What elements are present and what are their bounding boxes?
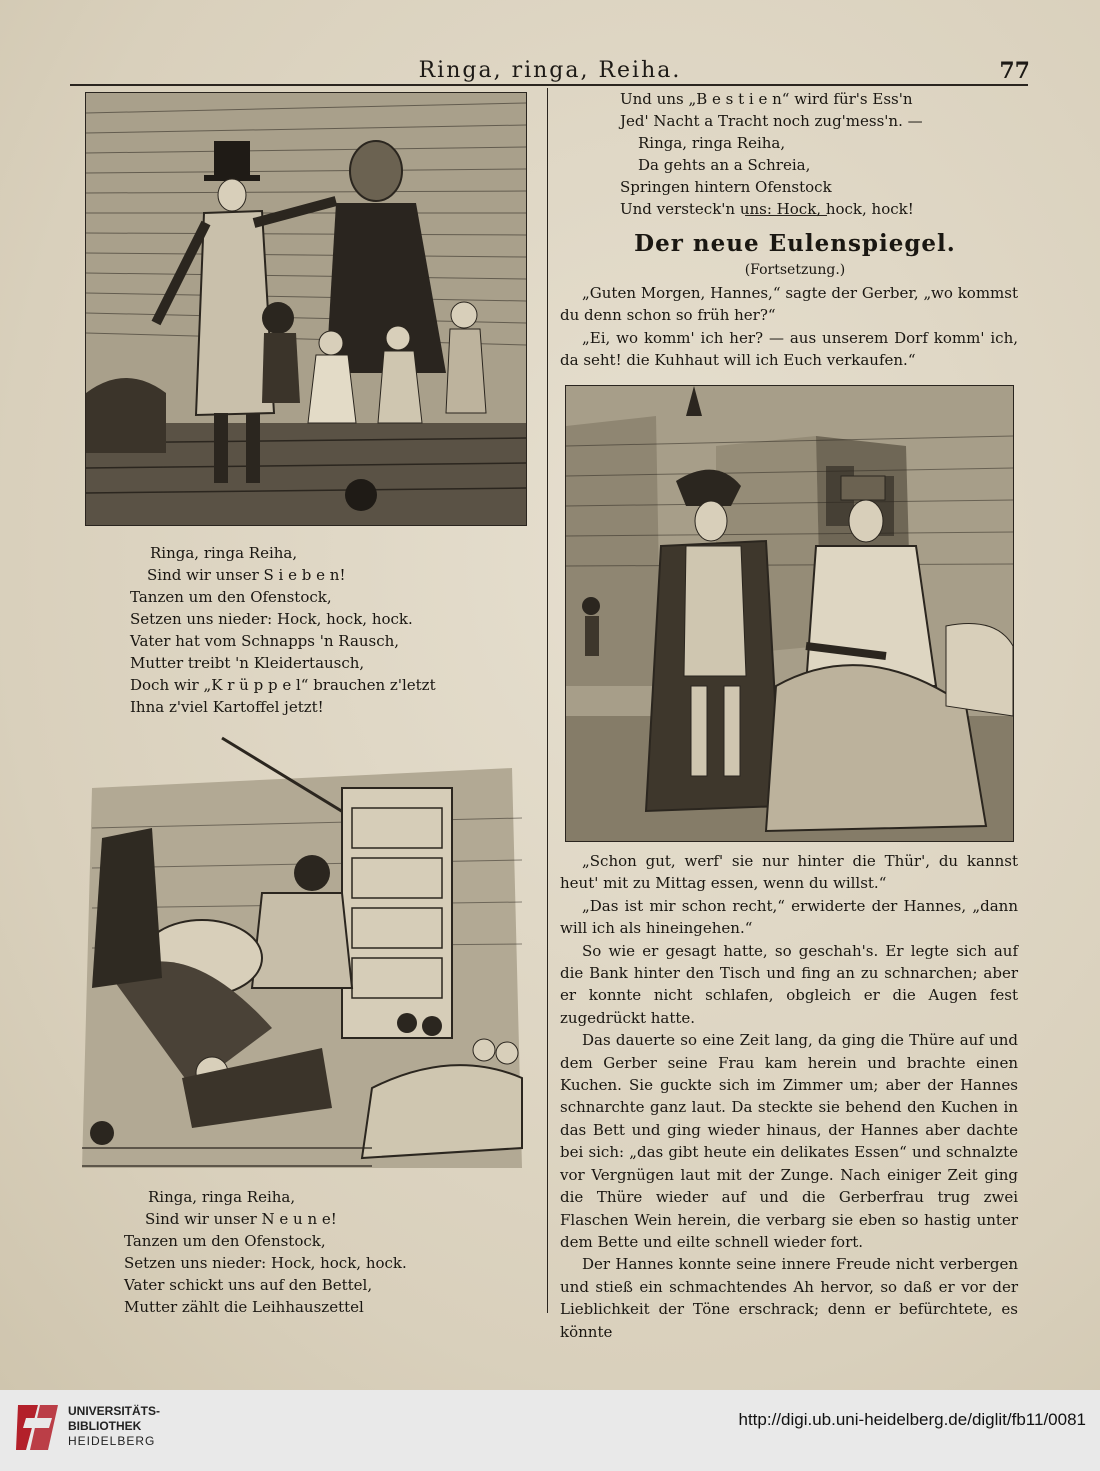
source-url[interactable]: http://digi.ub.uni-heidelberg.de/diglit/fb11/0081 [738, 1410, 1086, 1429]
section-title: Der neue Eulenspiegel. [634, 230, 956, 257]
verse-line: Setzen uns nieder: Hock, hock, hock. [130, 610, 413, 628]
paragraph: „Ei, wo komm' ich her? — aus unserem Dorf komm' ich, da seht! die Kuhhaut will ich Euch verkaufen.“ [560, 328, 1018, 370]
verse-line: Setzen uns nieder: Hock, hock, hock. [124, 1254, 407, 1272]
header-rule [70, 84, 1028, 86]
verse-line: Ringa, ringa Reiha, [638, 134, 786, 152]
story-text-top [560, 282, 1018, 372]
viewer-footer [0, 1390, 1100, 1471]
verse-line: Ringa, ringa Reiha, [148, 1188, 296, 1206]
paragraph: „Das ist mir schon recht,“ erwiderte der Hannes, „dann will ich als hineingehen.“ [560, 896, 1018, 938]
library-line: HEIDELBERG [68, 1434, 156, 1448]
verse-line: Und uns „B e s t i e n“ wird für's Ess'n [620, 90, 913, 108]
verse-seven [100, 542, 540, 718]
library-name [68, 1404, 160, 1449]
illustration-family-dance [85, 92, 527, 526]
paragraph: Das dauerte so eine Zeit lang, da ging die Thüre auf und dem Gerber seine Frau kam herein und brachte einen Kuchen. Sie guckte sich im Zimmer um; aber der Hannes schnarchte ganz laut. Da steckte sie behend den Kuchen in das Bett und ging wieder hinaus, der Hannes aber dachte bei sich: „das gibt heute ein delikates Essen“ und schnalzte vor Vergnügen laut mit der Zunge. Nach einiger Zeit ging die Thüre wieder auf und die Gerberfrau trug zwei Flaschen Wein herein, die verbarg sie eben so hastig unter dem Bette und eilte schnell wieder fort. [560, 1031, 1018, 1251]
university-logo-icon [12, 1400, 62, 1455]
verse-line: Tanzen um den Ofenstock, [130, 588, 332, 606]
story-text-bottom [560, 850, 1018, 1343]
paragraph: So wie er gesagt hatte, so geschah's. Er legte sich auf die Bank hinter den Tisch und fing an zu schnarchen; aber er konnte nicht schlafen, obgleich er die Augen fest zugedrückt hatte. [560, 941, 1018, 1027]
library-line: UNIVERSITÄTS- [68, 1404, 161, 1418]
page-number: 77 [999, 58, 1030, 84]
verse-line: Mutter treibt 'n Kleidertausch, [130, 654, 365, 672]
paragraph: „Schon gut, werf' sie nur hinter die Thür', du kannst heut' mit zu Mittag essen, wenn du willst.“ [560, 852, 1018, 893]
verse-line: Sind wir unser N e u n e! [145, 1210, 337, 1228]
verse-line: Jed' Nacht a Tracht noch zug'mess'n. — [620, 112, 923, 130]
verse-line: Mutter zählt die Leihhauszettel [124, 1298, 364, 1316]
verse-continuation [600, 88, 1030, 220]
illustration-stove-scene [72, 728, 530, 1178]
verse-line: Da gehts an a Schreia, [638, 156, 811, 174]
section-rule [745, 215, 827, 216]
paragraph: Der Hannes konnte seine innere Freude nicht verbergen und stieß ein schmachtendes Ah hervor, so daß er vor der Lieblichkeit der Töne erschrack; denn er befürchtete, es könnte [560, 1255, 1018, 1341]
verse-line: Und versteck'n uns: Hock, hock, hock! [620, 200, 914, 218]
verse-line: Ringa, ringa Reiha, [150, 544, 298, 562]
column-rule [547, 88, 548, 1313]
verse-line: Springen hintern Ofenstock [620, 178, 832, 196]
verse-line: Sind wir unser S i e b e n! [147, 566, 346, 584]
page-title: Ringa, ringa, Reiha. [418, 58, 682, 83]
verse-nine [100, 1186, 540, 1318]
verse-line: Vater hat vom Schnapps 'n Rausch, [130, 632, 400, 650]
library-line: BIBLIOTHEK [68, 1419, 142, 1433]
illustration-hannes-tanner [565, 385, 1014, 842]
verse-line: Doch wir „K r ü p p e l“ brauchen z'letzt [130, 676, 436, 694]
section-subtitle: (Fortsetzung.) [744, 262, 846, 278]
verse-line: Ihna z'viel Kartoffel jetzt! [130, 698, 324, 716]
verse-line: Tanzen um den Ofenstock, [124, 1232, 326, 1250]
paragraph: „Guten Morgen, Hannes,“ sagte der Gerber, „wo kommst du denn schon so früh her?“ [560, 284, 1018, 325]
verse-line: Vater schickt uns auf den Bettel, [124, 1276, 373, 1294]
